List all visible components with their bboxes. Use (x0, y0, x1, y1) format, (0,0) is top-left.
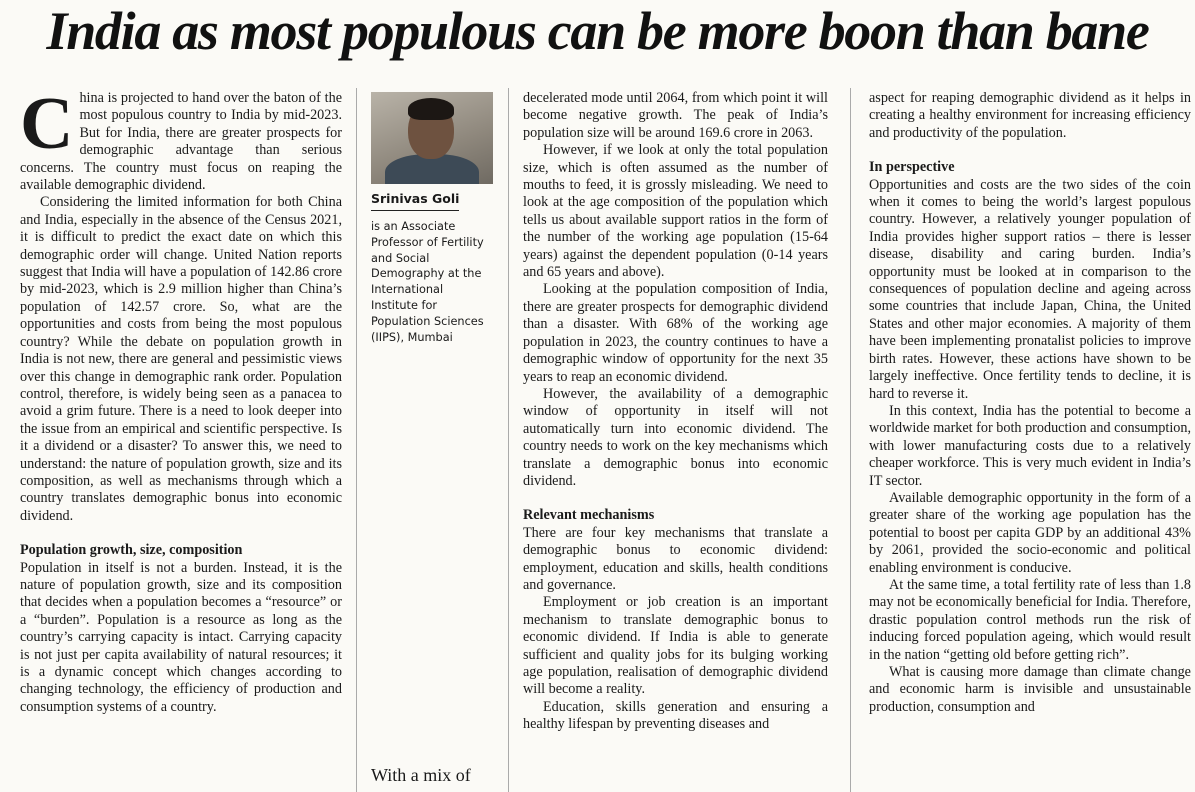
paragraph: Opportunities and costs are the two sides of the coin when it comes to being the world’s largest populous country. However, a relatively younger population of India provides higher support ratios – there is lesser disease, disability and caring burden. India’s opportunity must be looked at in comparison to the consequences of population decline and ageing across some countries that include Japan, China, the United States and other major economies. A majority of them have been implementing pronatalist policies to improve birth rates. However, these actions have shown to be largely ineffective. Once fertility tends to decline, it is hard to reverse it. (869, 176, 1191, 402)
paragraph: There are four key mechanisms that translate a demographic bonus to economic dividend: employment, education and skills, health conditions and governance. (523, 524, 828, 593)
paragraph: In this context, India has the potential to become a worldwide market for both production and consumption, with lower manufacturing costs due to a relatively cheaper workforce. This is very much evident in India’s IT sector. (869, 402, 1191, 489)
column-rule (356, 88, 357, 792)
paragraph: Looking at the population composition of India, there are greater prospects for demographic dividend than a disaster. With 68% of the working age population in 2023, the country continues to have a demographic window of opportunity for the next 35 years to reap an economic dividend. (523, 281, 828, 385)
paragraph: aspect for reaping demographic dividend as it helps in creating a healthy environment for increasing efficiency and productivity of the population. (869, 90, 1191, 141)
section-heading: Population growth, size, composition (20, 542, 243, 559)
paragraph: Education, skills generation and ensuring a healthy lifespan by preventing diseases and (523, 698, 828, 733)
paragraph: Available demographic opportunity in the form of a greater share of the working age population has the potential to boost per capita GDP by an additional 43% by 2061, provided the socio-economic and political enabling environment is conducive. (869, 489, 1191, 576)
author-name: Srinivas Goli (371, 191, 459, 211)
author-bio: is an Associate Professor of Fertility and Social Demography at the International Institute for Population Sciences (IIPS), Mumbai (371, 220, 484, 344)
section-heading: In perspective (869, 159, 955, 176)
paragraph: However, if we look at only the total population size, which is often assumed as the number of mouths to feed, it is grossly misleading. We need to look at the age composition of the population which tells us about available support ratios in the form of the number of the working age population (15-64 years) against the dependent population (0-14 years and 65 years and above). (523, 142, 828, 281)
paragraph: At the same time, a total fertility rate of less than 1.8 may not be economically beneficial for India. Therefore, drastic population control methods run the risk of inducing forced population ageing, which would result in the nation “getting old before getting rich”. (869, 576, 1191, 663)
intro-text: hina is projected to hand over the baton of the most populous country to India by mid-2023. But for India, there are greater prospects for demographic advantage than serious concerns. The country must focus on reaping the available demographic dividend. (20, 90, 342, 194)
headline: India as most populous can be more boon than bane (46, 1, 1149, 61)
paragraph: Employment or job creation is an important mechanism to translate demographic bonus to economic dividend. If India is able to generate sufficient and quality jobs for its bulging working age population, realisation of demographic dividend will become a reality. (523, 594, 828, 698)
pull-quote: With a mix of (371, 765, 471, 785)
author-box (371, 92, 493, 345)
paragraph: Population in itself is not a burden. Instead, it is the nature of population growth, size and its composition that decides when a population becomes a “resource” or a “burden”. Population is a resource as long as the country’s carrying capacity is intact. Carrying capacity is not just per capita availability of natural resources; it is a dynamic concept which changes according to changing technology, the efficiency of production and consumption systems of a country. (20, 559, 342, 715)
paragraph: What is causing more damage than climate change and economic harm is invisible and unsustainable production, consumption and (869, 664, 1191, 715)
article-column-2 (523, 90, 828, 734)
author-photo (371, 92, 493, 184)
column-rule (508, 88, 509, 792)
section-heading: Relevant mechanisms (523, 507, 655, 524)
column-rule (850, 88, 851, 792)
intro-paragraph (20, 83, 342, 194)
article-column-3 (869, 90, 1191, 716)
article-column-1 (20, 83, 342, 716)
paragraph: However, the availability of a demographic window of opportunity in itself will not automatically turn into economic dividend. The country needs to work on the key mechanisms which translate a demographic bonus into economic dividend. (523, 385, 828, 489)
paragraph: decelerated mode until 2064, from which point it will become negative growth. The peak of India’s population size will be around 169.6 crore in 2063. (523, 90, 828, 141)
drop-cap: C (20, 83, 74, 165)
paragraph: Considering the limited information for both China and India, especially in the absence of the Census 2021, it is difficult to predict the exact date on which this demographic order will change. United Nation reports suggest that India will have a population of 142.86 crore by mid-2023, which is 2.9 million higher than China’s population of 142.57 crore. So, what are the opportunities and costs from being the most populous country? While the debate on population growth in India is not new, there are general and pessimistic views over this change in demographic rank order. Population control, therefore, is widely being seen as a panacea to avoid a grim future. There is a need to look deeper into the issue from an empirical and scientific perspective. Is it a dividend or a disaster? To answer this, we need to understand: the nature of population growth, size and its composition, as well as mechanisms through which a country translates demographic bonus into economic dividend. (20, 194, 342, 524)
